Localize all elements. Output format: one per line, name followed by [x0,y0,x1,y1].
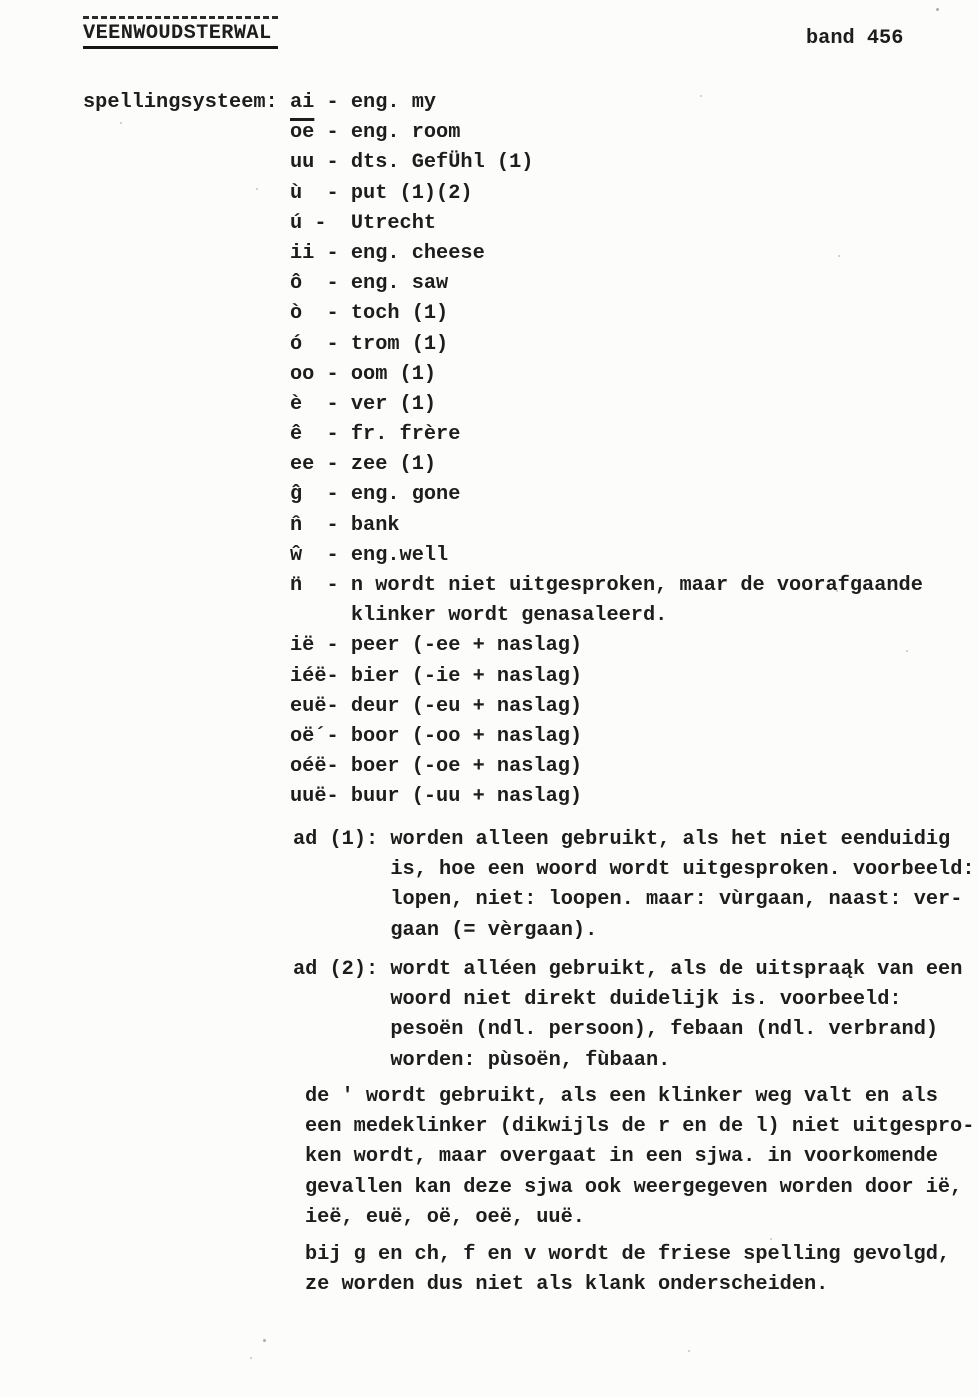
phoneme-symbol: iéë [290,664,327,688]
spelling-system-label: spellingsysteem: [83,91,278,114]
band-number-label: band 456 [806,27,904,50]
phoneme-gloss: klinker wordt genasaleerd. [290,604,668,628]
scan-speck [906,650,908,652]
phoneme-symbol: ê [290,423,303,447]
spelling-row [290,571,923,601]
spelling-row [290,662,923,692]
spelling-row [290,88,923,118]
text-line: pesoën (ndl. persoon), febaan (ndl. verbrand) [293,1018,939,1042]
text-line: ad (2): wordt alléen gebruikt, als de uitspraąk van een [293,958,963,981]
phoneme-gloss: - boer (-oe + naslag) [326,755,583,779]
phoneme-symbol: ŵ [290,543,303,567]
scan-speck [836,590,838,592]
spelling-row [290,511,923,541]
text-line: is, hoe een woord wordt uitgesproken. voorbeeld: [293,858,975,882]
phoneme-symbol: ú [290,211,303,235]
spelling-row [290,541,923,571]
text-line: gevallen kan deze sjwa ook weergegeven worden door ië, [305,1175,963,1199]
phoneme-gloss: - eng. cheese [314,241,485,265]
phoneme-symbol: ië [290,634,315,658]
spelling-row [290,269,923,299]
phoneme-gloss: - fr. frère [302,423,461,447]
phoneme-symbol: ĝ [290,483,303,507]
phoneme-gloss: - trom (1) [302,332,449,356]
spelling-row [290,722,923,752]
note-ad-2 [293,955,962,1076]
spelling-row [290,752,923,782]
paragraph-apostrophe-rule [305,1082,974,1233]
spelling-row [290,299,923,329]
scan-speck [256,188,258,190]
phoneme-symbol: n̂ [290,513,303,537]
spelling-row [290,179,923,209]
scan-speck [700,95,702,97]
spelling-row [290,782,923,812]
text-line: bij g en ch, f en v wordt de friese spelling gevolgd, [305,1243,951,1266]
spelling-row [290,330,923,360]
phoneme-gloss: - eng. my [314,91,437,114]
spelling-row [290,601,923,631]
paragraph-frisian-spelling [305,1240,950,1300]
phoneme-gloss: - peer (-ee + naslag) [314,634,583,658]
phoneme-symbol: euë [290,694,327,718]
spelling-row [290,209,923,239]
phoneme-gloss: - zee (1) [314,453,437,477]
text-line: gaan (= vèrgaan). [293,918,598,942]
spelling-row [290,360,923,390]
phoneme-gloss: - toch (1) [302,302,449,326]
phoneme-gloss: - ver (1) [302,392,437,416]
text-line: ad (1): worden alleen gebruikt, als het niet eenduidig [293,828,951,851]
phoneme-symbol: oéë [290,755,327,779]
phoneme-symbol: ii [290,241,315,265]
scan-speck [263,1339,266,1342]
phoneme-symbol: oë [290,724,315,748]
phoneme-gloss: - eng. saw [302,272,449,296]
phoneme-symbol: è [290,392,303,416]
phoneme-symbol: ù [290,181,303,205]
phoneme-symbol: $\overline{oe}$ [290,121,315,145]
phoneme-gloss: - dts. GefÜhl (1) [314,151,534,175]
phoneme-gloss: - deur (-eu + naslag) [326,694,583,718]
spelling-row [290,631,923,661]
spelling-row [290,239,923,269]
spelling-row [290,118,923,148]
text-line: woord niet direkt duidelijk is. voorbeeld: [293,988,902,1012]
phoneme-symbol: oo [290,362,315,386]
spelling-row [290,692,923,722]
spelling-row [290,420,923,450]
scan-speck [770,1238,772,1240]
text-line: worden: pùsoën, fùbaan. [293,1048,671,1072]
text-line: ieë, euë, oë, oeë, uuë. [305,1205,585,1229]
scan-speck [688,1350,690,1352]
phoneme-symbol: ee [290,453,315,477]
phoneme-symbol: ò [290,302,303,326]
phoneme-gloss: - eng.well [302,543,449,567]
scan-speck [936,8,939,11]
scan-speck [838,255,840,257]
page-title: VEENWOUDSTERWAL [83,16,278,49]
text-line: ken wordt, maar overgaat in een sjwa. in voorkomende [305,1145,938,1169]
phoneme-gloss: ´- boor (-oo + naslag) [314,724,583,748]
phoneme-symbol: n̈ [290,574,303,597]
phoneme-gloss: - buur (-uu + naslag) [326,785,583,809]
phoneme-gloss: - put (1)(2) [302,181,473,205]
text-line: de ' wordt gebruikt, als een klinker weg valt en als [305,1085,938,1108]
phoneme-gloss: - bank [302,513,400,537]
phoneme-gloss: - eng. gone [302,483,461,507]
scan-speck [250,1357,252,1359]
phoneme-gloss: - n wordt niet uitgesproken, maar de voorafgaande [302,574,923,597]
phoneme-symbol: uu [290,151,315,175]
note-ad-1 [293,825,975,946]
phoneme-symbol: ô [290,272,303,296]
spelling-row [290,480,923,510]
phoneme-gloss: - eng. room [314,121,461,145]
text-line: lopen, niet: loopen. maar: vùrgaan, naast: ver- [293,888,963,912]
phoneme-symbol: ó [290,332,303,356]
spelling-row [290,450,923,480]
phoneme-gloss: - bier (-ie + naslag) [326,664,583,688]
phoneme-gloss: - oom (1) [314,362,437,386]
phoneme-symbol: ai [290,91,315,114]
phoneme-symbol: uuë [290,785,327,809]
text-line: ze worden dus niet als klank onderscheiden. [305,1273,829,1297]
spelling-row [290,390,923,420]
text-line: een medeklinker (dikwijls de r en de l) niet uitgespro- [305,1115,975,1139]
phoneme-list [290,88,923,813]
phoneme-gloss: - Utrecht [302,211,437,235]
scan-speck [120,122,122,124]
spelling-row [290,148,923,178]
